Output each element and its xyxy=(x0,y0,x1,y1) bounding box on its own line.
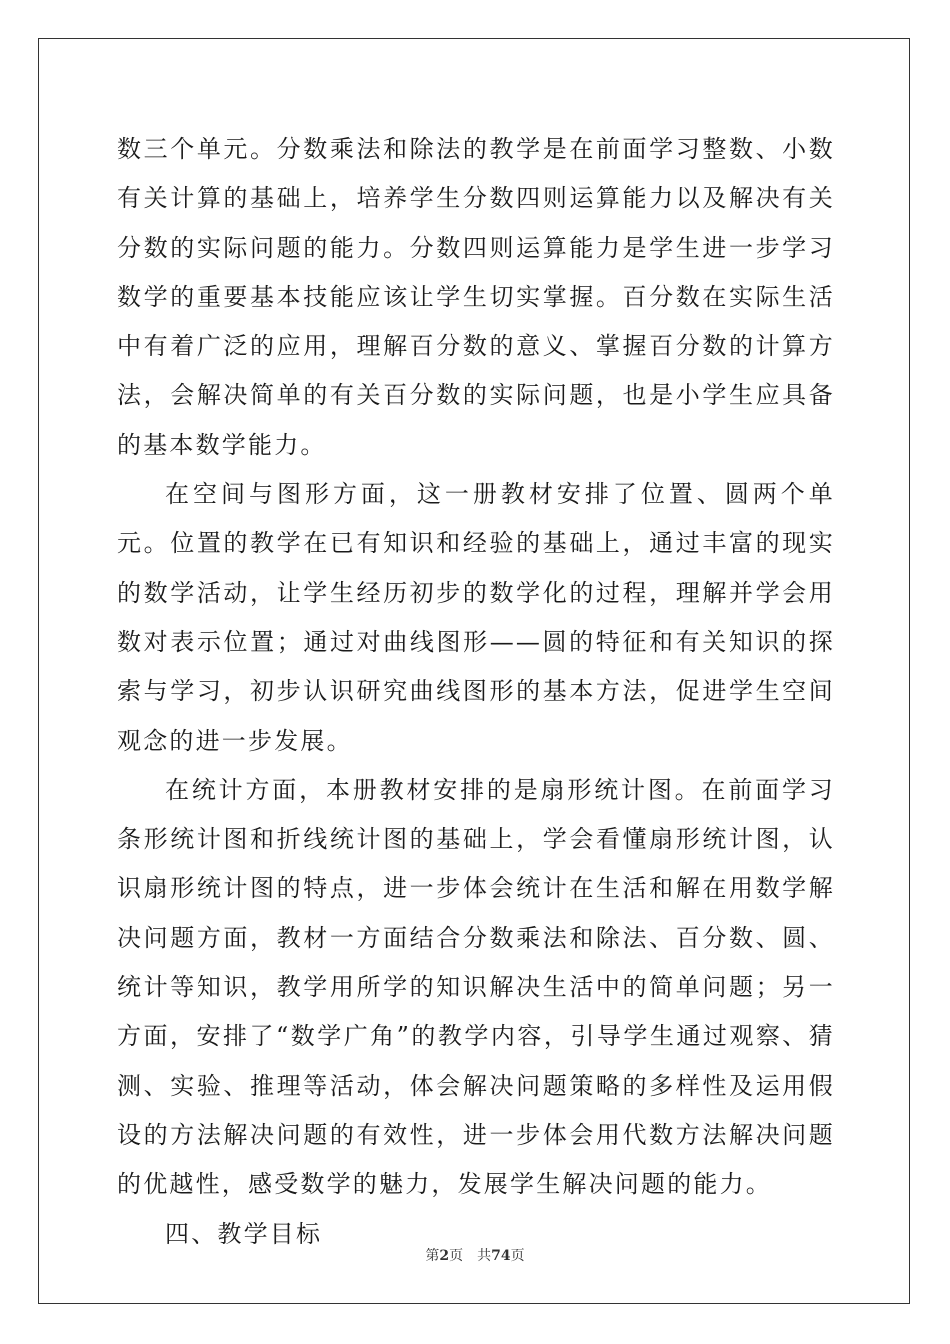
total-prefix: 共 xyxy=(477,1248,492,1264)
page-suffix: 页 xyxy=(449,1248,464,1264)
paragraph-1: 数三个单元。分数乘法和除法的教学是在前面学习整数、小数有关计算的基础上，培养学生分数四则运算能力以及解决有关分数的实际问题的能力。分数四则运算能力是学生进一步学习数学的重要基本技能应该让学生切实掌握。百分数在实际生活中有着广泛的应用，理解百分数的意义、掌握百分数的计算方法，会解决简单的有关百分数的实际问题，也是小学生应具备的基本数学能力。 xyxy=(117,135,835,459)
page-prefix: 第 xyxy=(425,1248,440,1264)
page-number: 2 xyxy=(439,1248,450,1264)
document-body xyxy=(117,125,835,1259)
section-heading: 四、教学目标 xyxy=(165,1219,323,1248)
paragraph-3: 在统计方面，本册教材安排的是扇形统计图。在前面学习条形统计图和折线统计图的基础上，学会看懂扇形统计图，认识扇形统计图的特点，进一步体会统计在生活和解在用数学解决问题方面，教材一方面结合分数乘法和除法、百分数、圆、统计等知识，教学用所学的知识解决生活中的简单问题；另一方面，安排了“数学广角”的教学内容，引导学生通过观察、猜测、实验、推理等活动，体会解决问题策略的多样性及运用假设的方法解决问题的有效性，进一步体会用代数方法解决问题的优越性，感受数学的魅力，发展学生解决问题的能力。 xyxy=(117,775,835,1199)
total-pages: 74 xyxy=(491,1248,511,1264)
page-footer xyxy=(0,1245,950,1265)
total-suffix: 页 xyxy=(510,1248,525,1264)
paragraph-2: 在空间与图形方面，这一册教材安排了位置、圆两个单元。位置的教学在已有知识和经验的基础上，通过丰富的现实的数学活动，让学生经历初步的数学化的过程，理解并学会用数对表示位置；通过对曲线图形——圆的特征和有关知识的探索与学习，初步认识研究曲线图形的基本方法，促进学生空间观念的进一步发展。 xyxy=(117,480,835,755)
